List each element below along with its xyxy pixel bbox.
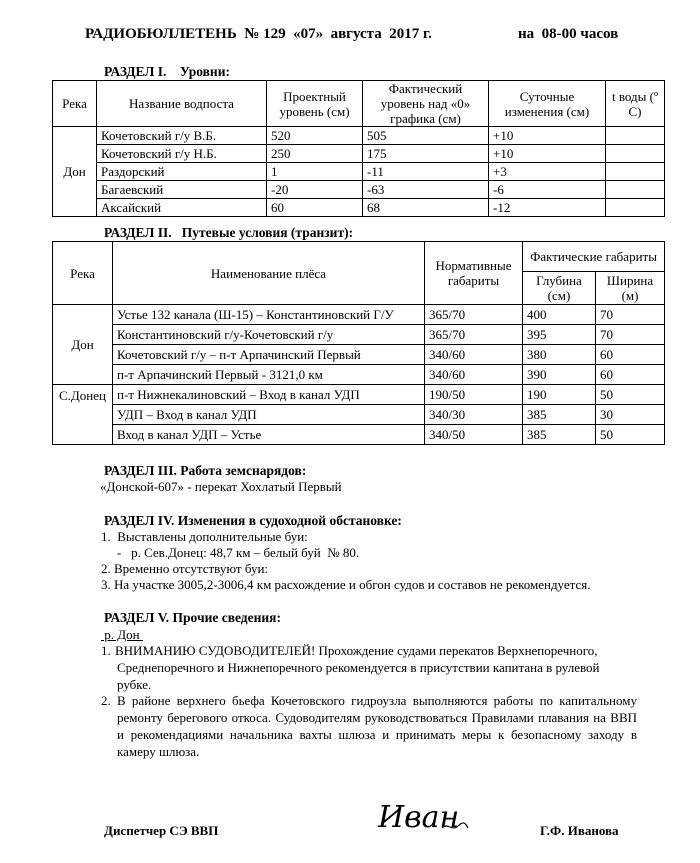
project-level: 60 [267,199,363,217]
depth: 390 [523,365,596,385]
water-temp [606,163,665,181]
depth: 385 [523,425,596,445]
width: 70 [596,305,665,325]
notice-1-text: ВНИМАНИЮ СУДОВОДИТЕЛЕЙ! Прохождение судами перекатов Верхнепоречного, Среднепоречного и Нижнепоречного рекомендуется в присутствии капитана в рулевой рубке. [115,643,600,692]
daily-change: +10 [489,127,606,145]
reach-name: п-т Нижнекалиновский – Вход в канал УДП [113,385,425,405]
reach-name: УДП – Вход в канал УДП [113,405,425,425]
water-temp [606,199,665,217]
buoys-added-item: - р. Сев.Донец: 48,7 км – белый буй № 80. [117,545,360,560]
table-row [53,127,665,145]
table-row [53,385,665,405]
actual-level: -11 [363,163,489,181]
river-subheading: р. Дон [101,627,143,642]
depth: 380 [523,345,596,365]
project-level: 250 [267,145,363,163]
section1-heading: РАЗДЕЛ I. Уровни: [104,64,230,79]
actual-level: 175 [363,145,489,163]
signature-flourish [440,820,470,834]
depth: 395 [523,325,596,345]
water-temp [606,127,665,145]
bulletin-title: РАДИОБЮЛЛЕТЕНЬ № 129 «07» августа 2017 г. [85,26,432,42]
reach-name: Константиновский г/у-Кочетовский г/у [113,325,425,345]
project-level: -20 [267,181,363,199]
actual-level: 68 [363,199,489,217]
notice-2-text: В районе верхнего бьефа Кочетовского гидроузла выполняются работы по капитальному ремонту берегового откоса. Судоводителям руководствоваться Правилами плавания на ВВП и рекомендациями начальника вахты шлюза и принимать меры к безопасному заходу в камеру шлюза. [117,693,637,759]
buoys-added: 1. Выставлены дополнительные буи: [101,529,308,544]
col-reach-name: Наименование плёса [113,242,425,305]
transit-header-row [53,242,665,272]
dredger-text: «Донской-607» - перекат Хохлатый Первый [100,479,342,494]
section2-heading: РАЗДЕЛ II. Путевые условия (транзит): [104,225,354,240]
reach-name: Кочетовский г/у – п-т Арпачинский Первый [113,345,425,365]
signature: Иван [378,800,460,835]
water-temp [606,181,665,199]
width: 60 [596,345,665,365]
col-depth: Глубина (см) [523,272,596,305]
transit-table [52,241,665,445]
col-actual-dims: Фактические габариты [523,242,665,272]
normative: 365/70 [425,305,523,325]
normative: 365/70 [425,325,523,345]
post-name: Кочетовский г/у Н.Б. [97,145,267,163]
normative: 340/30 [425,405,523,425]
col-width: Ширина (м) [596,272,665,305]
table-row [53,163,665,181]
reach-name: Вход в канал УДП – Устье [113,425,425,445]
width: 70 [596,325,665,345]
table-row [53,425,665,445]
width: 60 [596,365,665,385]
post-name: Кочетовский г/у В.Б. [97,127,267,145]
col-daily-change: Суточные изменения (см) [489,81,606,127]
table-row [53,305,665,325]
river-cell: С.Донец [53,385,113,445]
col-river: Река [53,81,97,127]
normative: 190/50 [425,385,523,405]
table-row [53,181,665,199]
notice-1-number: 1. [101,643,111,658]
buoys-missing: 2. Временно отсутствуют буи: [101,561,269,576]
post-name: Аксайский [97,199,267,217]
depth: 400 [523,305,596,325]
table-row [53,145,665,163]
post-name: Багаевский [97,181,267,199]
table-row [53,365,665,385]
section5-heading: РАЗДЕЛ V. Прочие сведения: [104,610,281,625]
reach-name: п-т Арпачинский Первый - 3121,0 км [113,365,425,385]
dispatcher-name: Г.Ф. Иванова [540,823,619,838]
normative: 340/60 [425,345,523,365]
table-row [53,405,665,425]
water-temp [606,145,665,163]
levels-header-row [53,81,665,127]
normative: 340/60 [425,365,523,385]
project-level: 1 [267,163,363,181]
notice-2-number: 2. [101,693,111,708]
bulletin-time: на 08-00 часов [518,26,619,42]
normative: 340/50 [425,425,523,445]
reach-name: Устье 132 канала (Ш-15) – Константиновский Г/У [113,305,425,325]
project-level: 520 [267,127,363,145]
col-river: Река [53,242,113,305]
no-overtaking-note: 3. На участке 3005,2-3006,4 км расхождение и обгон судов и составов не рекомендуется. [101,577,591,592]
depth: 190 [523,385,596,405]
width: 50 [596,425,665,445]
table-row [53,199,665,217]
col-actual-level: Фактический уровень над «0» графика (см) [363,81,489,127]
actual-level: 505 [363,127,489,145]
daily-change: +3 [489,163,606,181]
col-normative: Нормативные габариты [425,242,523,305]
width: 50 [596,385,665,405]
col-post-name: Название водпоста [97,81,267,127]
width: 30 [596,405,665,425]
depth: 385 [523,405,596,425]
section4-heading: РАЗДЕЛ IV. Изменения в судоходной обстановке: [104,513,402,528]
table-row [53,325,665,345]
daily-change: -6 [489,181,606,199]
levels-table [52,80,665,217]
col-water-temp: t воды (º C) [606,81,665,127]
post-name: Раздорский [97,163,267,181]
dispatcher-role: Диспетчер СЭ ВВП [104,823,219,838]
river-cell: Дон [53,305,113,385]
table-row [53,345,665,365]
river-cell: Дон [53,127,97,217]
actual-level: -63 [363,181,489,199]
daily-change: +10 [489,145,606,163]
section3-heading: РАЗДЕЛ III. Работа земснарядов: [104,463,307,478]
col-project-level: Проектный уровень (см) [267,81,363,127]
daily-change: -12 [489,199,606,217]
